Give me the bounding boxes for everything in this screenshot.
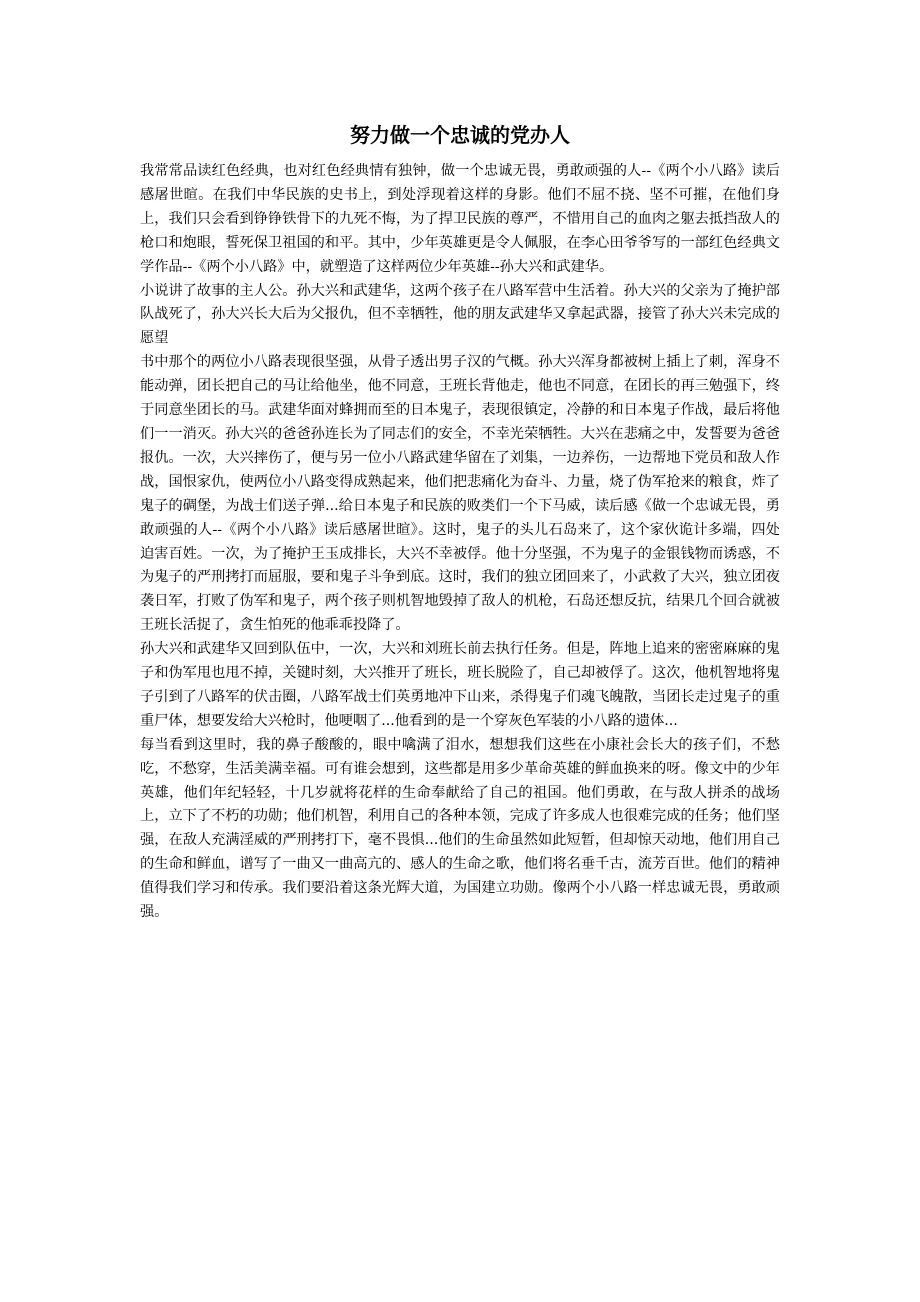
- paragraph-reflection: 每当看到这里时，我的鼻子酸酸的，眼中噙满了泪水，想想我们这些在小康社会长大的孩子们，不愁吃，不愁穿，生活美满幸福。可有谁会想到，这些都是用多少革命英雄的鲜血换来的呀。像文中的少年英雄，他们年纪轻轻，十几岁就将花样的生命奉献给了自己的祖国。他们勇敢，在与敌人拼杀的战场上，立下了不朽的功勋；他们机智，利用自己的各种本领，完成了许多成人也很难完成的任务；他们坚强，在敌人充满淫威的严刑拷打下，毫不畏惧...他们的生命虽然如此短暂，但却惊天动地，他们用自己的生命和鲜血，谱写了一曲又一曲高亢的、感人的生命之歌，他们将名垂千古，流芳百世。他们的精神值得我们学习和传承。我们要沿着这条光辉大道，为国建立功勋。像两个小八路一样忠诚无畏，勇敢顽强。: [140, 736, 780, 921]
- document-body: [140, 160, 780, 925]
- paragraph-story-summary: 小说讲了故事的主人公。孙大兴和武建华，这两个孩子在八路军营中生活着。孙大兴的父亲为了掩护部队战死了，孙大兴长大后为父报仇，但不幸牺牲，他的朋友武建华又拿起武器，接管了孙大兴未完成的愿望: [140, 282, 780, 347]
- paragraph-return: 孙大兴和武建华又回到队伍中，一次，大兴和刘班长前去执行任务。但是，阵地上追来的密密麻麻的鬼子和伪军甩也甩不掉，关键时刻，大兴推开了班长，班长脱险了，自己却被俘了。这次，他机智地将鬼子引到了八路军的伏击圈，八路军战士们英勇地冲下山来，杀得鬼子们魂飞魄散，当团长走过鬼子的重重尸体，想要发给大兴枪时，他哽咽了...他看到的是一个穿灰色军装的小八路的遗体...: [140, 641, 780, 729]
- paragraph-heroes: 书中那个的两位小八路表现很坚强，从骨子透出男子汉的气概。孙大兴浑身都被树上插上了刺，浑身不能动弹，团长把自己的马让给他坐，他不同意，王班长背他走，他也不同意，在团长的再三勉强下，终于同意坐团长的马。武建华面对蜂拥而至的日本鬼子，表现很镇定，冷静的和日本鬼子作战，最后将他们一一消灭。孙大兴的爸爸孙连长为了同志们的安全，不幸光荣牺牲。大兴在悲痛之中，发誓要为爸爸报仇。一次，大兴摔伤了，便与另一位小八路武建华留在了刘集，一边养伤，一边帮地下党员和敌人作战，国恨家仇，使两位小八路变得成熟起来，他们把悲痛化为奋斗、力量，烧了伪军抢来的粮食，炸了鬼子的碉堡，为战士们送子弹...给日本鬼子和民族的败类们一个下马威，读后感《做一个忠诚无畏，勇敢顽强的人--《两个小八路》读后感屠世暄》。这时，鬼子的头儿石岛来了，这个家伙诡计多端，四处迫害百姓。一次，为了掩护王玉成排长，大兴不幸被俘。他十分坚强，不为鬼子的金银钱物而诱惑，不为鬼子的严刑拷打而屈服，要和鬼子斗争到底。这时，我们的独立团回来了，小武救了大兴，独立团夜袭日军，打败了伪军和鬼子，两个孩子则机智地毁掉了敌人的机枪，石岛还想反抗，结果几个回合就被王班长活捉了，贪生怕死的他乖乖投降了。: [140, 354, 780, 634]
- paragraph-intro: 我常常品读红色经典，也对红色经典情有独钟，做一个忠诚无畏，勇敢顽强的人--《两个小八路》读后感屠世暄。在我们中华民族的史书上，到处浮现着这样的身影。他们不屈不挠、坚不可摧，在他们身上，我们只会看到铮铮铁骨下的九死不悔，为了捍卫民族的尊严，不惜用自己的血肉之躯去抵挡敌人的枪口和炮眼，誓死保卫祖国的和平。其中，少年英雄更是令人佩服，在李心田爷爷写的一部红色经典文学作品--《两个小八路》中，就塑造了这样两位少年英雄--孙大兴和武建华。: [140, 163, 780, 275]
- document-title: 努力做一个忠诚的党办人: [350, 123, 570, 147]
